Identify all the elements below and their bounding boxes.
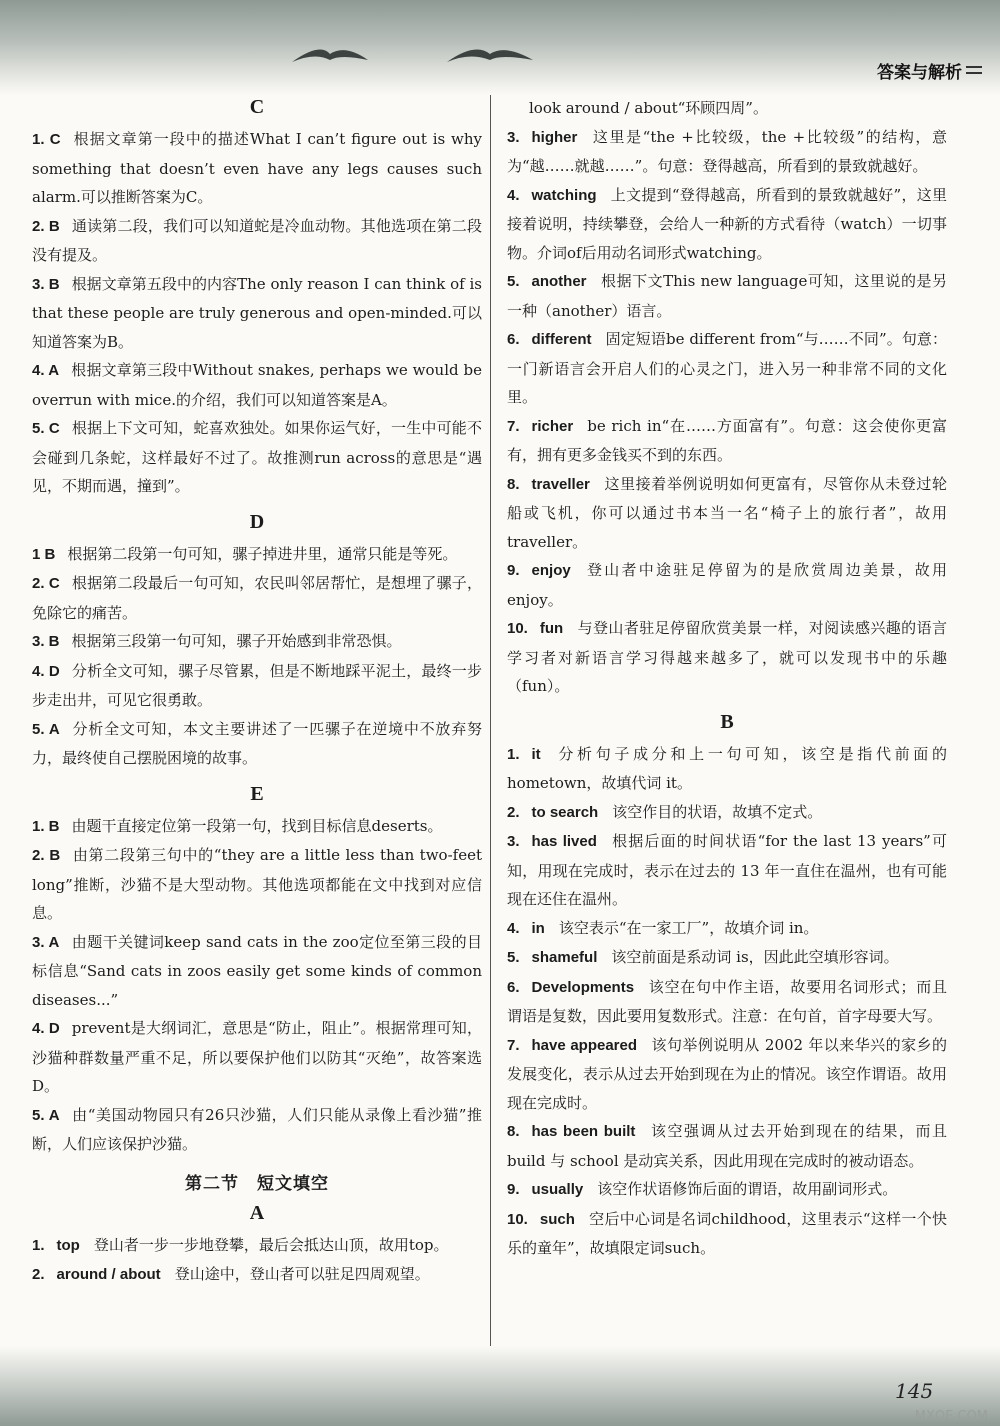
answer-item: 1. it 分析句子成分和上一句可知，该空是指代前面的hometown，故填代词 it。 (507, 744, 947, 792)
answer-item: 8. has been built 该空强调从过去开始到现在的结果，而且 build 与 school 是动宾关系，因此用现在完成时的被动语态。 (507, 1122, 947, 1170)
answer-item: 7. richer be rich in“在……方面富有”。句意：这会使你更富有，拥有更多金钱买不到的东西。 (507, 416, 947, 464)
answer-item: 4. D 分析全文可知，骡子尽管累，但是不断地踩平泥土，最终一步步走出井，可见它很勇敢。 (32, 661, 482, 709)
answer-item: 2. C 根据第二段最后一句可知，农民叫邻居帮忙，是想埋了骡子，免除它的痛苦。 (32, 574, 482, 622)
footer-decoration (0, 1346, 1000, 1426)
answer-item: 2. around / about 登山途中，登山者可以驻足四周观望。 (32, 1265, 430, 1283)
section-heading-c: C (249, 96, 265, 118)
answer-item: 10. such 空后中心词是名词childhood，这里表示“这样一个快乐的童年”，故填限定词such。 (507, 1209, 947, 1257)
answer-item: 3. has lived 根据后面的时间状语“for the last 13 years”可知，用现在完成时，表示在过去的 13 年一直住在温州，也有可能现在还住在温州。 (507, 832, 947, 908)
section-e-list (32, 812, 482, 1159)
section-heading-d: D (249, 510, 265, 533)
answer-item: 9. usually 该空作状语修饰后面的谓语，故用副词形式。 (507, 1180, 898, 1198)
answer-item: 7. have appeared 该句举例说明从 2002 年以来华兴的家乡的发展变化，表示从过去开始到现在为止的情况。该空作谓语。故用现在完成时。 (507, 1035, 947, 1112)
answer-item: 4. D prevent是大纲词汇，意思是“防止，阻止”。根据常理可知，沙猫种群数量严重不足，所以要保护他们以防其“灭绝”，故答案选D。 (32, 1019, 483, 1095)
section-heading-a: A (249, 1201, 265, 1224)
answer-item: 4. watching 上文提到“登得越高，所看到的景致就越好”，这里接着说明，持续攀登，会给人一种新的方式看待（watch）一切事物。介词of后用动名词形式watching。 (507, 185, 947, 262)
header-ornament (966, 66, 982, 74)
answer-item: 3. A 由题干关键词keep sand cats in the zoo定位至第三段的目标信息“Sand cats in zoos easily get some kinds of common diseases...” (32, 932, 483, 1009)
answer-item: 5. A 由“美国动物园只有26只沙猫，人们只能从录像上看沙猫”推断，人们应该保护沙猫。 (32, 1105, 482, 1153)
answer-item: 1. B 由题干直接定位第一段第一句，找到目标信息deserts。 (32, 816, 443, 835)
answer-item: 10. fun 与登山者驻足停留欣赏美景一样，对阅读感兴趣的语言学习者对新语言学习得越来越多了，就可以发现书中的乐趣（fun）。 (507, 619, 947, 695)
section-b-list (507, 740, 947, 1263)
answer-item: 2. B 由第二段第三句中的“they are a little less than two-feet long”推断，沙猫不是大型动物。其他选项都能在文中找到对应信息。 (32, 846, 482, 922)
bird-icon (445, 40, 535, 70)
answer-item: 9. enjoy 登山者中途驻足停留为的是欣赏周边美景，故用enjoy。 (507, 561, 947, 609)
page-number: 145 (895, 1379, 934, 1403)
column-divider (490, 95, 491, 1360)
header-decoration (0, 0, 1000, 95)
watermark: MXQE.COM (914, 1409, 988, 1424)
bird-icon (290, 40, 370, 70)
right-column (507, 94, 947, 1263)
section-heading-b: B (720, 710, 734, 733)
answer-item: 8. traveller 这里接着举例说明如何更富有，尽管你从未登过轮船或飞机，你可以通过书本当一名“椅子上的旅行者”，故用traveller。 (507, 474, 947, 551)
answer-item: 3. B 根据文章第五段中的内容The only reason I can think of is that these people are truly generous and open-minded.可以知道答案为B。 (32, 274, 482, 351)
answer-continuation: look around / about“环顾四周”。 (529, 99, 768, 117)
section-d-list (32, 540, 482, 773)
answer-item: 5. A 分析全文可知，本文主要讲述了一匹骡子在逆境中不放弃努力，最终使自己摆脱困境的故事。 (32, 719, 482, 767)
answer-item: 6. Developments 该空在句中作主语，故要用名词形式；而且谓语是复数，因此要用复数形式。注意：在句首，首字母要大写。 (507, 977, 947, 1025)
answer-item: 4. A 根据文章第三段中Without snakes, perhaps we would be overrun with mice.的介绍，我们可以知道答案是A。 (32, 361, 482, 409)
answer-item: 6. different 固定短语be different from“与……不同”。句意：一门新语言会开启人们的心灵之门，进入另一种非常不同的文化里。 (507, 330, 947, 406)
answer-item: 3. B 根据第三段第一句可知，骡子开始感到非常恐惧。 (32, 632, 402, 650)
answer-item: 2. to search 该空作目的状语，故填不定式。 (507, 802, 823, 821)
section-c-list (32, 125, 482, 501)
page-header-title: 答案与解析 (877, 63, 962, 83)
section-a-list (32, 1231, 482, 1290)
answer-item: 1 B 根据第二段第一句可知，骡子掉进井里，通常只能是等死。 (32, 544, 458, 563)
answer-item: 2. B 通读第二段，我们可以知道蛇是冷血动物。其他选项在第二段没有提及。 (32, 216, 482, 264)
answer-item: 5. shameful 该空前面是系动词 is，因此此空填形容词。 (507, 948, 899, 966)
left-column (32, 94, 482, 1290)
answer-item: 1. top 登山者一步一步地登攀，最后会抵达山顶，故用top。 (32, 1235, 449, 1254)
answer-item: 1. C 根据文章第一段中的描述What I can’t figure out is why something that doesn’t even have any legs causes such alarm.可以推断答案为C。 (32, 130, 482, 206)
answer-item: 5. C 根据上下文可知，蛇喜欢独处。如果你运气好，一生中可能不会碰到几条蛇，这样最好不过了。故推测run across的意思是“遇见，不期而遇，撞到”。 (32, 419, 482, 495)
section-a-list-cont (507, 123, 947, 701)
section-heading-e: E (250, 782, 264, 805)
section2-title: 第二节 短文填空 (185, 1173, 329, 1193)
answer-item: 5. another 根据下文This new language可知，这里说的是另一种（another）语言。 (507, 272, 947, 320)
answer-item: 3. higher 这里是“the +比较级，the +比较级”的结构，意为“越……就越……”。句意：登得越高，所看到的景致就越好。 (507, 127, 947, 175)
answer-item: 4. in 该空表示“在一家工厂”，故填介词 in。 (507, 918, 819, 937)
